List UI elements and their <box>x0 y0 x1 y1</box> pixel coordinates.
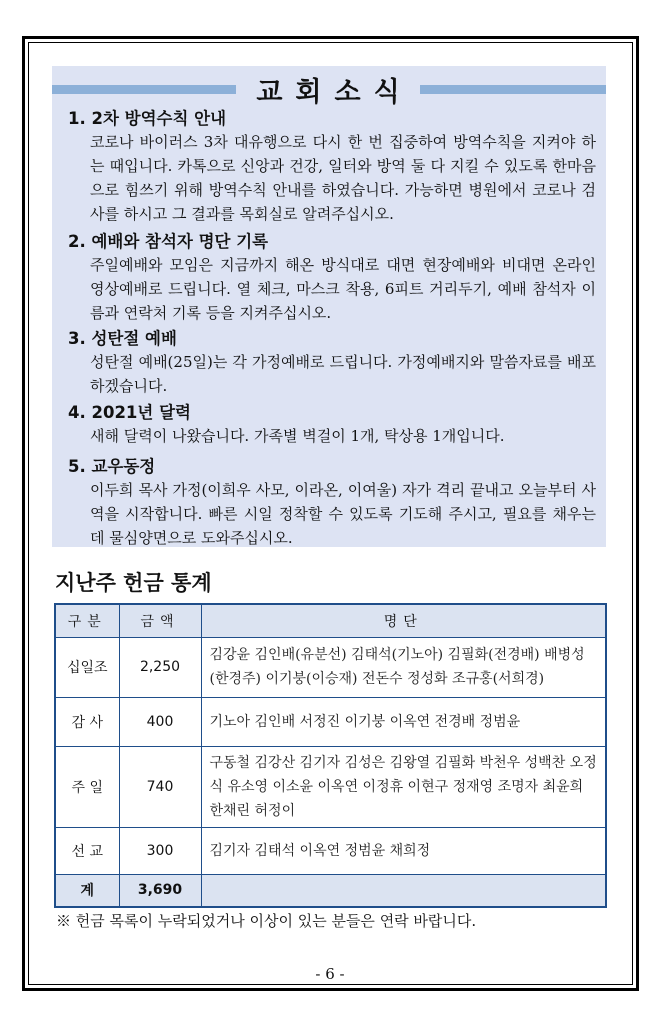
title-bar-right <box>420 85 606 94</box>
row-names: 구동철 김강산 김기자 김성은 김왕열 김필화 박천우 성백찬 오정식 유소영 이소윤 이옥연 이정휴 이현구 정재영 조명자 최윤희 한채린 허정이 <box>201 746 606 827</box>
row-category: 감 사 <box>55 697 119 746</box>
church-news-box <box>52 66 606 547</box>
news-item-heading: 1. 2차 방역수칙 안내 <box>68 109 227 128</box>
row-amount: 300 <box>119 827 201 874</box>
page-number: - 6 - <box>315 965 345 983</box>
row-category: 주 일 <box>55 746 119 827</box>
header-category: 구분 <box>55 604 119 637</box>
row-amount: 400 <box>119 697 201 746</box>
row-names: 김기자 김태석 이옥연 정범윤 채희정 <box>201 827 606 874</box>
news-item-body: 새해 달력이 나왔습니다. 가족별 벽걸이 1개, 탁상용 1개입니다. <box>90 427 505 445</box>
news-item-body: 이두희 목사 가정(이희우 사모, 이라온, 이여울) 자가 격리 끝내고 오늘부터 사역을 시작합니다. 빠른 시일 정착할 수 있도록 기도해 주시고, 필요를 채우는 데 물심양면으로 도와주십시오. <box>90 481 596 547</box>
offering-table <box>54 603 607 908</box>
table-row <box>55 827 606 874</box>
news-item-heading: 4. 2021년 달력 <box>68 403 191 422</box>
news-title-row <box>52 66 606 112</box>
news-item-5 <box>68 456 596 550</box>
total-names <box>201 874 606 907</box>
news-item-heading: 3. 성탄절 예배 <box>68 329 177 348</box>
news-title: 교회소식 <box>256 77 413 108</box>
table-header-row <box>55 604 606 637</box>
news-item-2 <box>68 231 596 325</box>
header-amount: 금액 <box>119 604 201 637</box>
header-names: 명단 <box>201 604 606 637</box>
row-category: 선 교 <box>55 827 119 874</box>
row-amount: 2,250 <box>119 637 201 697</box>
offering-footnote: ※ 헌금 목록이 누락되었거나 이상이 있는 분들은 연락 바랍니다. <box>56 912 477 930</box>
news-item-body: 주일예배와 모임은 지금까지 해온 방식대로 대면 현장예배와 비대면 온라인 영상예배로 드립니다. 열 체크, 마스크 착용, 6피트 거리두기, 예배 참석자 이름과 연락처 기록 등을 지켜주십시오. <box>90 256 596 322</box>
news-item-body: 성탄절 예배(25일)는 각 가정예배로 드립니다. 가정예배지와 말씀자료를 배포하겠습니다. <box>90 353 596 395</box>
news-item-4 <box>68 402 596 448</box>
news-item-heading: 2. 예배와 참석자 명단 기록 <box>68 232 269 251</box>
total-label: 계 <box>55 874 119 907</box>
total-amount: 3,690 <box>119 874 201 907</box>
table-row <box>55 746 606 827</box>
row-names: 기노아 김인배 서정진 이기붕 이옥연 전경배 정범윤 <box>201 697 606 746</box>
row-category: 십일조 <box>55 637 119 697</box>
title-bar-left <box>52 85 236 94</box>
table-total-row <box>55 874 606 907</box>
news-item-body: 코로나 바이러스 3차 대유행으로 다시 한 번 집중하여 방역수칙을 지켜야 하는 때입니다. 카톡으로 신앙과 건강, 일터와 방역 둘 다 지킬 수 있도록 한마음으로 힘쓰기 위해 방역수칙 안내를 하였습니다. 가능하면 병원에서 코로나 검사를 하시고 그 결과를 목회실로 알려주십시오. <box>90 133 596 223</box>
offering-section-title: 지난주 헌금 통계 <box>55 571 212 595</box>
table-row <box>55 637 606 697</box>
row-amount: 740 <box>119 746 201 827</box>
news-item-3 <box>68 328 596 398</box>
row-names: 김강윤 김인배(유분선) 김태석(기노아) 김필화(전경배) 배병성(한경주) 이기붕(이승재) 전돈수 정성화 조규홍(서희경) <box>201 637 606 697</box>
news-item-heading: 5. 교우동정 <box>68 457 156 476</box>
table-row <box>55 697 606 746</box>
news-item-1 <box>68 108 596 226</box>
